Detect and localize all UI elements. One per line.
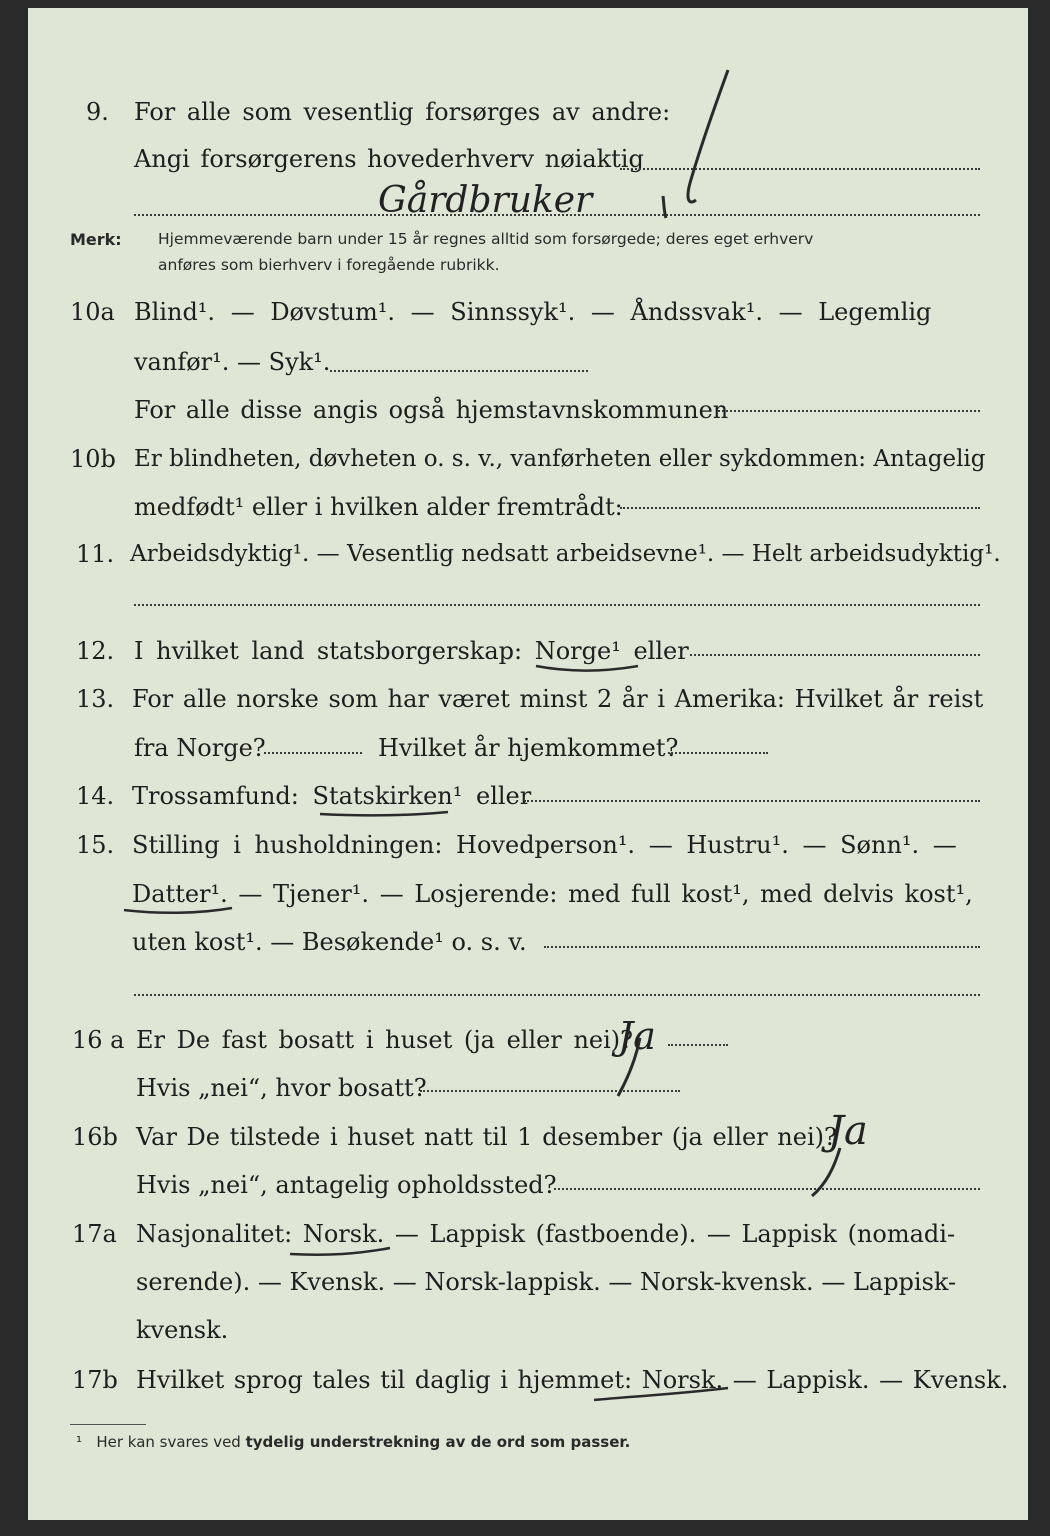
q16a-fill-line-2 xyxy=(420,1090,680,1092)
underline-datter xyxy=(124,908,232,913)
q12-fill-line xyxy=(690,654,980,656)
q13-line2-end: Hvilket år hjemkommet? xyxy=(378,734,679,762)
q13-fill-line-2 xyxy=(668,752,768,754)
q10a-fill-line-2 xyxy=(718,410,980,412)
q12-line1: I hvilket land statsborgerskap: Norge¹ eller xyxy=(134,637,689,665)
merk-line2: anføres som bierhverv i foregående rubrikk. xyxy=(158,256,500,274)
q15-line3: uten kost¹. — Besøkende¹ o. s. v. xyxy=(132,928,527,956)
underline-statskirken xyxy=(320,812,448,815)
q16b-fill-line xyxy=(554,1188,980,1190)
q16b-line2: Hvis „nei“, antagelig opholdssted? xyxy=(136,1171,557,1199)
q9-number: 9. xyxy=(86,98,109,126)
underline-norge xyxy=(536,666,638,671)
q15-line1: Stilling i husholdningen: Hovedperson¹. — Hustru¹. — Sønn¹. — xyxy=(132,831,957,859)
footnote-text: Her kan svares ved xyxy=(96,1433,241,1451)
q15-number: 15. xyxy=(76,831,115,859)
q11-line1: Arbeidsdyktig¹. — Vesentlig nedsatt arbeidsevne¹. — Helt arbeidsudyktig¹. xyxy=(130,541,1001,567)
q13-number: 13. xyxy=(76,685,115,713)
q17b-line1: Hvilket sprog tales til daglig i hjemmet: Norsk. — Lappisk. — Kvensk. xyxy=(136,1366,1009,1394)
q14-line1: Trossamfund: Statskirken¹ eller xyxy=(132,782,532,810)
footnote-emphasis: tydelig understrekning av de ord som passer. xyxy=(245,1433,631,1451)
q13-fill-line-1 xyxy=(264,752,362,754)
q10b-line2: medfødt¹ eller i hvilken alder fremtrådt: xyxy=(134,493,623,521)
q14-number: 14. xyxy=(76,782,115,810)
q13-line1: For alle norske som har været minst 2 år i Amerika: Hvilket år reist xyxy=(132,685,984,713)
merk-line1: Hjemmeværende barn under 15 år regnes alltid som forsørgede; deres eget erhverv xyxy=(158,230,814,248)
q15-fill-line-2 xyxy=(134,994,980,996)
q16b-line1: Var De tilstede i huset natt til 1 desember (ja eller nei)? xyxy=(136,1123,837,1151)
q17a-number: 17a xyxy=(72,1220,117,1248)
q10a-line1: Blind¹. — Døvstum¹. — Sinnssyk¹. — Åndssvak¹. — Legemlig xyxy=(134,298,932,326)
q15-line2: Datter¹. — Tjener¹. — Losjerende: med full kost¹, med delvis kost¹, xyxy=(132,880,973,908)
q10a-line3: For alle disse angis også hjemstavnskommunen xyxy=(134,396,729,424)
q9-line2: Angi forsørgerens hovederhverv nøiaktig xyxy=(134,145,644,173)
q10a-fill-line-1 xyxy=(330,370,588,372)
q9-fill-line-2 xyxy=(134,214,980,216)
q10b-number: 10b xyxy=(70,445,116,473)
footnote-rule xyxy=(70,1424,146,1425)
q11-number: 11. xyxy=(76,540,115,568)
census-form-page xyxy=(28,8,1028,1520)
q17a-line2: serende). — Kvensk. — Norsk-lappisk. — Norsk-kvensk. — Lappisk- xyxy=(136,1268,957,1296)
q16a-line1: Er De fast bosatt i huset (ja eller nei)? xyxy=(136,1026,634,1054)
q16b-handwritten-answer: Ja xyxy=(828,1108,868,1154)
q12-number: 12. xyxy=(76,637,115,665)
q13-line2-start: fra Norge? xyxy=(134,734,266,762)
q15-fill-line-1 xyxy=(544,946,980,948)
q16a-fill-line-1 xyxy=(668,1044,728,1046)
q17a-line3: kvensk. xyxy=(136,1316,229,1344)
q10b-fill-line xyxy=(620,507,980,509)
footnote-mark: ¹ xyxy=(76,1433,83,1451)
q16a-handwritten-answer: Ja xyxy=(618,1014,656,1058)
q10a-line2: vanfør¹. — Syk¹. xyxy=(134,348,331,376)
q11-fill-line xyxy=(134,604,980,606)
q14-fill-line xyxy=(524,800,980,802)
q17b-number: 17b xyxy=(72,1366,118,1394)
q16b-number: 16b xyxy=(72,1123,118,1151)
q10a-number: 10a xyxy=(70,298,115,326)
q17a-line1: Nasjonalitet: Norsk. — Lappisk (fastboende). — Lappisk (nomadi- xyxy=(136,1220,956,1248)
underline-norsk-17a xyxy=(290,1248,390,1255)
q9-pen-stroke xyxy=(688,70,728,202)
q9-fill-line-1 xyxy=(620,168,980,170)
merk-label: Merk: xyxy=(70,230,122,249)
q16a-line2: Hvis „nei“, hvor bosatt? xyxy=(136,1074,427,1102)
q16a-number: 16 a xyxy=(72,1026,125,1054)
footnote xyxy=(76,1432,630,1452)
q9-handwritten-answer: Gårdbruker xyxy=(378,180,593,221)
q9-line1: For alle som vesentlig forsørges av andre: xyxy=(134,98,671,126)
q10b-line1: Er blindheten, døvheten o. s. v., vanførheten eller sykdommen: Antagelig xyxy=(134,446,986,472)
